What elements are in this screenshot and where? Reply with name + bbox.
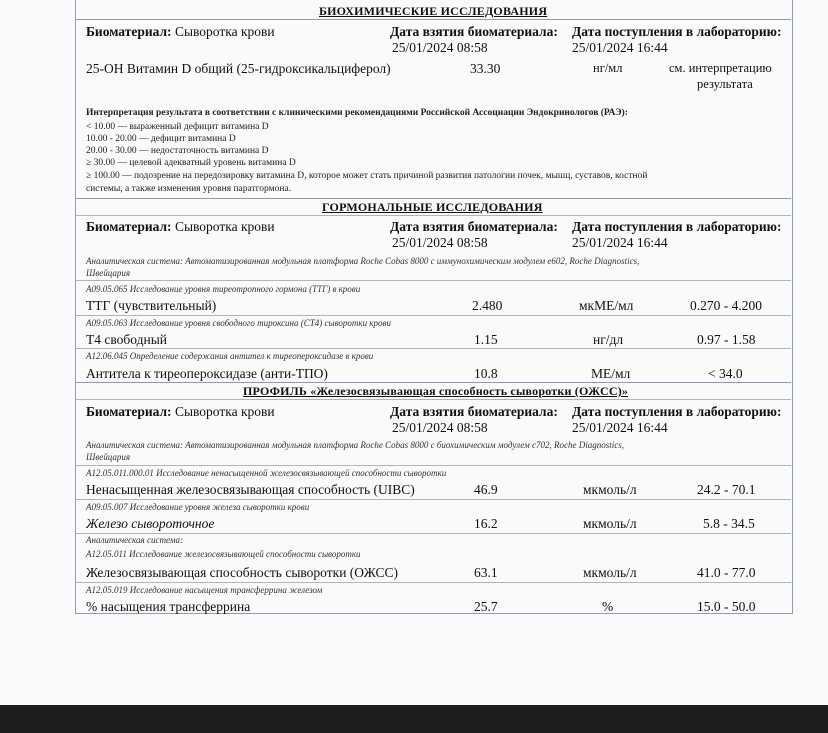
interpretation-line: 10.00 - 20.00 — дефицит витамина D (86, 134, 236, 144)
test-ref: 0.270 - 4.200 (690, 298, 762, 313)
analytic-system-cont: Швейцария (86, 452, 131, 462)
biomaterial-label: Биоматериал: (86, 24, 172, 39)
test-value: 2.480 (472, 298, 503, 313)
biomaterial-label: Биоматериал: (86, 404, 172, 419)
test-unit: мкмоль/л (583, 482, 637, 497)
date-taken-value: 25/01/2024 08:58 (392, 40, 488, 55)
test-ref: 0.97 - 1.58 (697, 332, 756, 347)
test-unit: мкмоль/л (583, 516, 637, 531)
analytic-system-cont: Швейцария (86, 268, 131, 278)
test-name: 25-OH Витамин D общий (25-гидроксикальциферол) (86, 61, 391, 76)
section-title-biochem: БИОХИМИЧЕСКИЕ ИССЛЕДОВАНИЯ (319, 4, 548, 18)
divider (76, 315, 791, 316)
test-name: % насыщения трансферрина (86, 599, 251, 614)
divider (76, 198, 791, 199)
divider (76, 348, 791, 349)
test-code: A09.05.007 Исследование уровня железа сыворотки крови (86, 502, 310, 512)
divider (76, 533, 791, 534)
biomaterial-value: Сыворотка крови (174, 24, 275, 39)
test-name: ТТГ (чувствительный) (86, 298, 217, 313)
test-ref: 41.0 - 77.0 (697, 565, 756, 580)
date-received-label: Дата поступления в лабораторию: (572, 404, 782, 419)
test-unit: нг/дл (593, 332, 624, 347)
section-title-iron: ПРОФИЛЬ «Железосвязывающая способность сыворотки (ОЖСС)» (243, 384, 629, 398)
test-value: 16.2 (474, 516, 498, 531)
biomaterial-value: Сыворотка крови (174, 404, 275, 419)
test-value: 1.15 (474, 332, 498, 347)
test-ref: < 34.0 (708, 366, 743, 381)
test-name: Железосвязывающая способность сыворотки (ОЖСС) (86, 565, 398, 580)
divider (76, 465, 791, 466)
interpretation-line: ≥ 100.00 — подозрение на передозировку витамина D, которое может стать причиной развития патологии почек, мышц, суставов, костной (86, 171, 648, 181)
interpretation-line: системы, а также изменения уровня паратгормона. (86, 184, 292, 194)
test-code: A09.05.065 Исследование уровня тиреотропного гормона (ТТГ) в крови (86, 284, 361, 294)
divider (76, 499, 791, 500)
divider (76, 382, 791, 383)
interpretation-line: < 10.00 — выраженный дефицит витамина D (86, 122, 269, 132)
test-ref: 24.2 - 70.1 (697, 482, 756, 497)
test-code: A12.05.011 Исследование железосвязывающей способности сыворотки (86, 549, 361, 559)
divider (76, 19, 791, 20)
date-taken-label: Дата взятия биоматериала: (390, 219, 558, 234)
divider (76, 280, 791, 281)
test-unit: мкмоль/л (583, 565, 637, 580)
test-unit: нг/мл (593, 61, 623, 75)
test-value: 63.1 (474, 565, 498, 580)
divider (76, 582, 791, 583)
date-taken-value: 25/01/2024 08:58 (392, 420, 488, 435)
date-received-value: 25/01/2024 16:44 (572, 235, 668, 250)
test-code: A09.05.063 Исследование уровня свободного тироксина (СТ4) сыворотки крови (86, 318, 391, 328)
test-ref: 5.8 - 34.5 (703, 516, 755, 531)
divider (76, 215, 791, 216)
test-unit: мкМЕ/мл (579, 298, 634, 313)
biomaterial-value: Сыворотка крови (174, 219, 275, 234)
test-name: Антитела к тиреопероксидазе (анти-ТПО) (86, 366, 328, 381)
analytic-system: Аналитическая система: Автоматизированная модульная платформа Roche Cobas 8000 с биохимическим модулем с702, Roche Diagnostics, (86, 440, 624, 450)
date-taken-label: Дата взятия биоматериала: (390, 24, 558, 39)
biomaterial-label: Биоматериал: (86, 219, 172, 234)
test-name: Т4 свободный (86, 332, 168, 347)
test-name: Ненасыщенная железосвязывающая способность (UIBC) (86, 482, 415, 497)
date-received-label: Дата поступления в лабораторию: (572, 24, 782, 39)
test-value: 25.7 (474, 599, 498, 614)
test-value: 46.9 (474, 482, 498, 497)
analytic-system: Аналитическая система: Автоматизированная модульная платформа Roche Cobas 8000 с иммунохимическим модулем e602, Roche Diagnostics, (86, 256, 640, 266)
test-unit: % (602, 599, 614, 614)
date-received-value: 25/01/2024 16:44 (572, 40, 668, 55)
test-ref: 15.0 - 50.0 (697, 599, 756, 614)
test-code: A12.05.019 Исследование насыщения трансферрина железом (86, 585, 323, 595)
test-ref-line1: см. интерпретацию (669, 61, 772, 75)
date-taken-label: Дата взятия биоматериала: (390, 404, 558, 419)
date-received-value: 25/01/2024 16:44 (572, 420, 668, 435)
divider (76, 399, 791, 400)
test-code: A12.06.045 Определение содержания антител к тиреопероксидазе в крови (86, 351, 374, 361)
date-taken-value: 25/01/2024 08:58 (392, 235, 488, 250)
biomaterial (86, 219, 275, 235)
test-value: 33.30 (470, 61, 501, 76)
interpretation-line: 20.00 - 30.00 — недостаточность витамина D (86, 146, 269, 156)
test-unit: МЕ/мл (591, 366, 631, 381)
date-received-label: Дата поступления в лабораторию: (572, 219, 782, 234)
analytic-system: Аналитическая система: (86, 535, 183, 545)
biomaterial (86, 404, 275, 420)
test-code: A12.05.011.000.01 Исследование ненасыщенной железосвязывающей способности сыворотки (86, 468, 447, 478)
section-title-hormonal: ГОРМОНАЛЬНЫЕ ИССЛЕДОВАНИЯ (322, 200, 543, 214)
biomaterial (86, 24, 275, 40)
test-name: Железо сывороточное (86, 516, 215, 531)
interpretation-header: Интерпретация результата в соответствии с клиническими рекомендациями Российской Ассоциации Эндокринологов (РАЭ): (86, 108, 628, 118)
test-value: 10.8 (474, 366, 498, 381)
interpretation-line: ≥ 30.00 — целевой адекватный уровень витамина D (86, 158, 296, 168)
test-ref-line2: результата (697, 77, 753, 91)
